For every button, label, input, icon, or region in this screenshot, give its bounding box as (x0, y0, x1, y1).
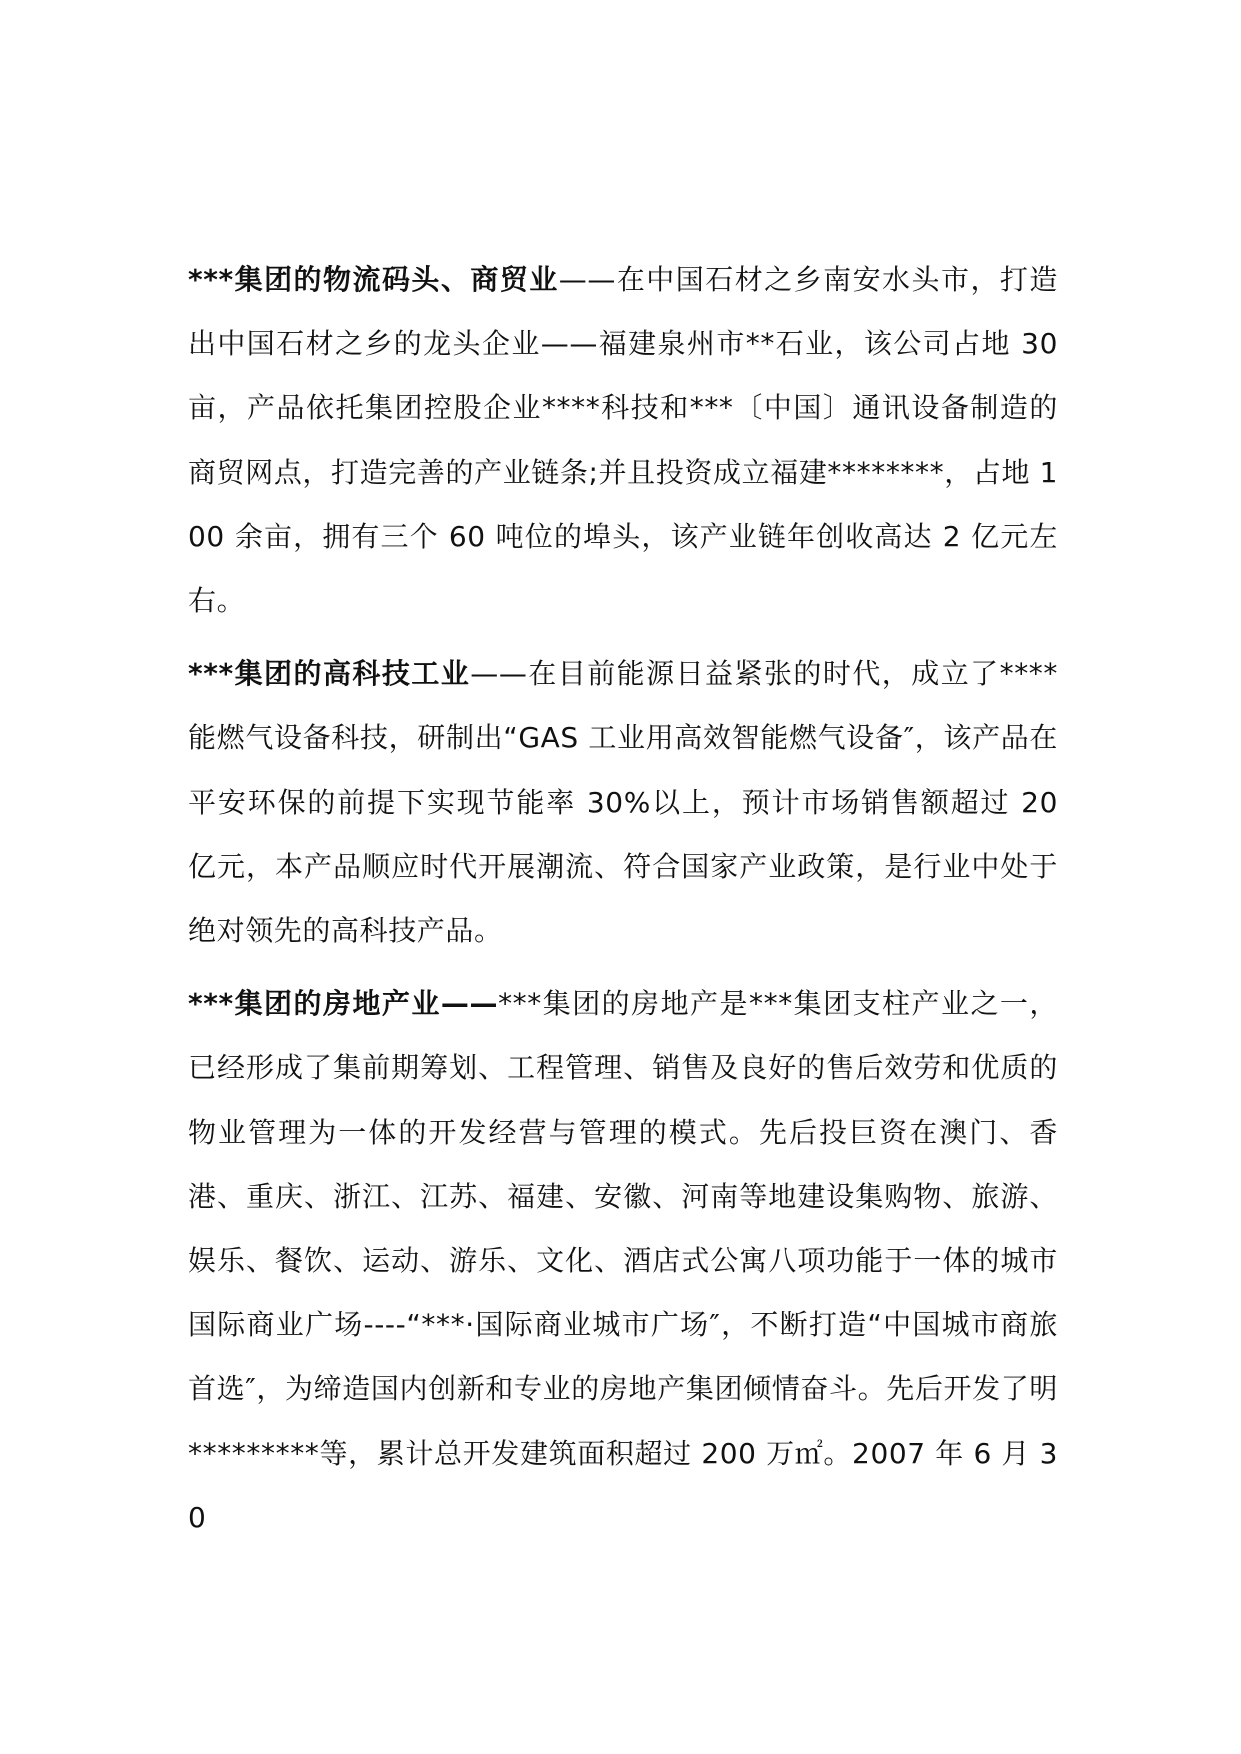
paragraph-heading-realestate: ***集团的房地产业—— (188, 987, 499, 1021)
paragraph-realestate (188, 972, 1058, 1550)
paragraph-logistics (188, 248, 1058, 633)
document-body (188, 248, 1058, 1559)
paragraph-text-realestate: ***集团的房地产是***集团支柱产业之一，已经形成了集前期筹划、工程管理、销售及良好的售后效劳和优质的物业管理为一体的开发经营与管理的模式。先后投巨资在澳门、香港、重庆、浙江、江苏、福建、安徽、河南等地建设集购物、旅游、娱乐、餐饮、运动、游乐、文化、酒店式公寓八项功能于一体的城市国际商业广场----“***·国际商业城市广场″，不断打造“中国城市商旅首选″，为缔造国内创新和专业的房地产集团倾情奋斗。先后开发了明*********等，累计总开发建筑面积超过 200 万㎡。2007 年 6 月 30 (188, 987, 1058, 1534)
paragraph-hightech (188, 642, 1058, 963)
paragraph-text-hightech: ——在目前能源日益紧张的时代，成立了****能燃气设备科技，研制出“GAS 工业用高效智能燃气设备″，该产品在平安环保的前提下实现节能率 30%以上，预计市场销售额超过 20 亿元，本产品顺应时代开展潮流、符合国家产业政策，是行业中处于绝对领先的高科技产品。 (188, 657, 1059, 948)
paragraph-heading-hightech: ***集团的高科技工业 (188, 657, 471, 691)
paragraph-text-logistics: ——在中国石材之乡南安水头市，打造出中国石材之乡的龙头企业——福建泉州市**石业，该公司占地 30 亩，产品依托集团控股企业****科技和***〔中国〕通讯设备制造的商贸网点，打造完善的产业链条;并且投资成立福建********，占地 100 余亩，拥有三个 60 吨位的埠头，该产业链年创收高达 2 亿元左右。 (188, 263, 1058, 618)
paragraph-heading-logistics: ***集团的物流码头、商贸业 (188, 263, 559, 296)
